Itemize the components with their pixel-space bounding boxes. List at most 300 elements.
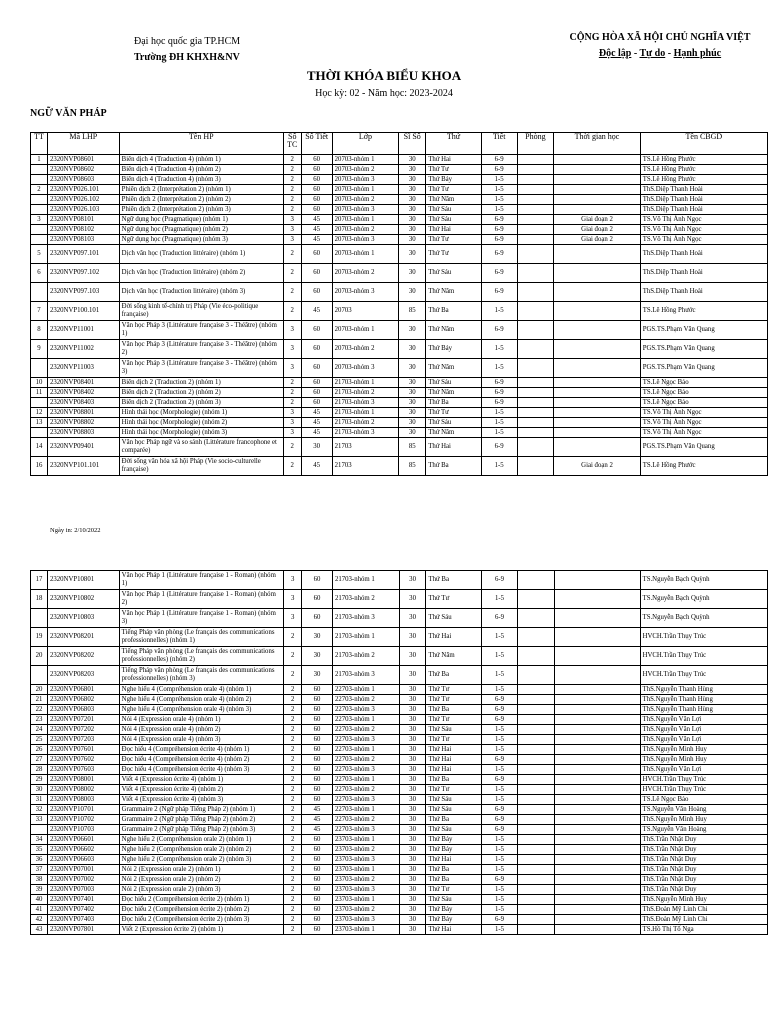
- table-cell: 6-9: [481, 283, 517, 302]
- table-cell: TS.Lê Hồng Phước: [640, 175, 767, 185]
- table-cell: [517, 175, 554, 185]
- table-cell: 30: [399, 245, 426, 264]
- table-cell: [517, 283, 554, 302]
- table-cell: 23703-nhóm 2: [332, 845, 399, 855]
- table-cell: 23703-nhóm 2: [332, 875, 399, 885]
- table-cell: 6-9: [482, 815, 518, 825]
- table-cell: [517, 705, 554, 715]
- table-cell: Nghe hiểu 4 (Compréhension orale 4) (nhóm 1): [119, 685, 284, 695]
- table-row: [31, 755, 768, 765]
- table-cell: 60: [302, 609, 333, 628]
- table-cell: 30: [302, 628, 333, 647]
- table-cell: TS.Nguyễn Văn Hoàng: [640, 825, 767, 835]
- table-cell: TS.Lê Ngọc Bảo: [640, 378, 767, 388]
- table-cell: 6-9: [482, 695, 518, 705]
- table-cell: [517, 225, 554, 235]
- table-cell: 20703-nhóm 1: [332, 245, 399, 264]
- table-cell: [517, 715, 554, 725]
- table-cell: 60: [301, 359, 332, 378]
- table-cell: 22703-nhóm 1: [332, 745, 399, 755]
- table-cell: 30: [399, 705, 426, 715]
- table-cell: 20703-nhóm 2: [332, 225, 399, 235]
- table-cell: Thứ Năm: [426, 428, 482, 438]
- table-cell: Thứ Năm: [426, 647, 482, 666]
- table-cell: 30: [399, 590, 426, 609]
- table-cell: [31, 205, 48, 215]
- table-cell: Thứ Sáu: [426, 205, 482, 215]
- table-cell: 2: [284, 805, 302, 815]
- table-cell: HVCH.Trần Thụy Trúc: [640, 775, 767, 785]
- table-cell: 2320NVP10701: [47, 805, 119, 815]
- table-cell: ThS.Trần Nhật Duy: [640, 845, 767, 855]
- table-cell: [554, 165, 640, 175]
- table-cell: Viết 2 (Expression écrite 2) (nhóm 1): [119, 925, 284, 935]
- table-cell: 2320NVP10703: [47, 825, 119, 835]
- table-cell: [517, 235, 554, 245]
- table-cell: Thứ Bảy: [426, 845, 482, 855]
- table-cell: [554, 340, 640, 359]
- table-cell: 2: [284, 765, 302, 775]
- table-cell: 60: [302, 695, 333, 705]
- table-cell: 2: [31, 185, 48, 195]
- national-header: [555, 30, 765, 62]
- table-cell: 30: [301, 438, 332, 457]
- table-cell: 3: [283, 408, 301, 418]
- column-header: Lớp: [332, 133, 399, 155]
- table-cell: 60: [301, 205, 332, 215]
- table-cell: 2320NVP08002: [47, 785, 119, 795]
- table-cell: 2: [283, 378, 301, 388]
- table-cell: 22703-nhóm 1: [332, 715, 399, 725]
- table-cell: [31, 609, 48, 628]
- table-cell: 3: [283, 225, 301, 235]
- table-cell: ThS.Nguyễn Minh Huy: [640, 815, 767, 825]
- table-cell: 3: [283, 235, 301, 245]
- table-cell: 6-9: [481, 215, 517, 225]
- table-cell: [517, 609, 554, 628]
- table-cell: 30: [399, 825, 426, 835]
- table-cell: [31, 359, 48, 378]
- table-cell: [554, 845, 640, 855]
- table-cell: Hình thái học (Morphologie) (nhóm 2): [119, 418, 283, 428]
- table-cell: [517, 398, 554, 408]
- table-cell: TS.Võ Thị Ánh Ngọc: [640, 418, 767, 428]
- table-cell: TS.Võ Thị Ánh Ngọc: [640, 215, 767, 225]
- table-cell: Tiếng Pháp văn phòng (Le français des communications professionnelles) (nhóm 1): [119, 628, 284, 647]
- table-cell: 45: [301, 408, 332, 418]
- table-cell: 2320NVP08201: [47, 628, 119, 647]
- column-header: Số Tiết: [301, 133, 332, 155]
- table-cell: 1-5: [481, 195, 517, 205]
- table-cell: 27: [31, 755, 48, 765]
- table-cell: 2: [283, 438, 301, 457]
- table-row: [31, 905, 768, 915]
- table-cell: 30: [399, 695, 426, 705]
- table-cell: ThS.Diệp Thanh Hoài: [640, 195, 767, 205]
- table-cell: 22703-nhóm 3: [332, 795, 399, 805]
- table-cell: 23703-nhóm 1: [332, 895, 399, 905]
- table-cell: 2320NVP08003: [47, 795, 119, 805]
- table-cell: TS.Lê Ngọc Bảo: [640, 795, 767, 805]
- table-cell: 23703-nhóm 1: [332, 835, 399, 845]
- table-cell: 1-5: [482, 895, 518, 905]
- table-row: [31, 609, 768, 628]
- table-cell: [31, 195, 48, 205]
- table-row: [31, 457, 768, 476]
- table-cell: 30: [399, 865, 426, 875]
- table-cell: Dịch văn học (Traduction littéraire) (nhóm 2): [119, 264, 283, 283]
- table-cell: 22703-nhóm 2: [332, 725, 399, 735]
- table-cell: 20703-nhóm 3: [332, 235, 399, 245]
- table-cell: [554, 571, 640, 590]
- table-cell: Thứ Hai: [426, 745, 482, 755]
- table-cell: [554, 195, 640, 205]
- table-cell: 1-5: [482, 745, 518, 755]
- table-cell: [554, 647, 640, 666]
- table-cell: Thứ Tư: [426, 408, 482, 418]
- table-row: [31, 225, 768, 235]
- table-cell: 42: [31, 915, 48, 925]
- table-cell: [517, 895, 554, 905]
- table-cell: [517, 245, 554, 264]
- table-cell: 23703-nhóm 1: [332, 865, 399, 875]
- table-cell: [554, 438, 640, 457]
- table-cell: [31, 165, 48, 175]
- table-cell: 30: [399, 666, 426, 685]
- table-cell: Ngữ dụng học (Pragmatique) (nhóm 3): [119, 235, 283, 245]
- table-cell: [517, 378, 554, 388]
- table-cell: 60: [301, 245, 332, 264]
- table-cell: 60: [302, 865, 333, 875]
- table-cell: 2320NVP07601: [47, 745, 119, 755]
- table-cell: 45: [301, 215, 332, 225]
- table-cell: 20703-nhóm 1: [332, 155, 399, 165]
- table-cell: Thứ Hai: [426, 755, 482, 765]
- table-cell: 60: [301, 165, 332, 175]
- table-cell: 60: [302, 571, 333, 590]
- table-cell: 60: [301, 398, 332, 408]
- table-cell: Nói 4 (Expression orale 4) (nhóm 2): [119, 725, 284, 735]
- table-cell: 22703-nhóm 1: [332, 685, 399, 695]
- motto-happiness: Hạnh phúc: [673, 48, 722, 59]
- table-cell: Thứ Hai: [426, 225, 482, 235]
- table-cell: 2: [284, 685, 302, 695]
- table-row: [31, 765, 768, 775]
- table-cell: 2: [284, 855, 302, 865]
- table-cell: ThS.Nguyễn Thanh Hùng: [640, 705, 767, 715]
- table-cell: [517, 302, 554, 321]
- table-cell: Thứ Năm: [426, 388, 482, 398]
- table-cell: 1-5: [482, 785, 518, 795]
- table-cell: 60: [301, 283, 332, 302]
- table-cell: 2320NVP08802: [47, 418, 119, 428]
- table-cell: [517, 647, 554, 666]
- university-name: Đại học quốc gia TP.HCM: [134, 36, 241, 47]
- table-cell: Biên dịch 4 (Traduction 4) (nhóm 3): [119, 175, 283, 185]
- table-cell: 7: [31, 302, 48, 321]
- table-cell: 37: [31, 865, 48, 875]
- table-cell: ThS.Diệp Thanh Hoài: [640, 283, 767, 302]
- table-cell: [517, 785, 554, 795]
- table-cell: 1-5: [481, 340, 517, 359]
- table-cell: [554, 875, 640, 885]
- table-cell: 32: [31, 805, 48, 815]
- table-cell: 2: [283, 388, 301, 398]
- table-cell: [31, 666, 48, 685]
- table-cell: 6-9: [482, 571, 518, 590]
- table-cell: [517, 590, 554, 609]
- table-cell: 20703-nhóm 1: [332, 215, 399, 225]
- table-cell: [554, 428, 640, 438]
- table-cell: 13: [31, 418, 48, 428]
- table-cell: 1-5: [482, 885, 518, 895]
- table-cell: 2: [284, 725, 302, 735]
- table-cell: 2: [284, 628, 302, 647]
- table-cell: [554, 628, 640, 647]
- table-cell: [517, 195, 554, 205]
- table-cell: 1: [31, 155, 48, 165]
- table-cell: 3: [284, 590, 302, 609]
- table-cell: [517, 685, 554, 695]
- table-cell: 30: [399, 795, 426, 805]
- table-cell: 2320NVP100.101: [47, 302, 119, 321]
- table-cell: 21703-nhóm 2: [332, 388, 399, 398]
- table-cell: Viết 4 (Expression écrite 4) (nhóm 3): [119, 795, 284, 805]
- column-header: Tên HP: [119, 133, 283, 155]
- table-cell: 21: [31, 695, 48, 705]
- table-cell: [554, 685, 640, 695]
- table-cell: [554, 264, 640, 283]
- table-cell: TS.Lê Hồng Phước: [640, 457, 767, 476]
- table-cell: 60: [301, 185, 332, 195]
- table-cell: 30: [399, 205, 426, 215]
- table-cell: Thứ Sáu: [426, 825, 482, 835]
- table-cell: [554, 775, 640, 785]
- table-cell: 41: [31, 905, 48, 915]
- table-cell: Hình thái học (Morphologie) (nhóm 1): [119, 408, 283, 418]
- table-cell: ThS.Đoàn Mỹ Linh Chi: [640, 915, 767, 925]
- table-cell: 45: [302, 805, 333, 815]
- table-cell: [554, 418, 640, 428]
- table-cell: 2: [283, 398, 301, 408]
- table-cell: 2320NVP07602: [47, 755, 119, 765]
- table-cell: Thứ Ba: [426, 398, 482, 408]
- table-cell: [517, 165, 554, 175]
- table-row: [31, 175, 768, 185]
- table-cell: 6-9: [481, 398, 517, 408]
- table-cell: 45: [301, 418, 332, 428]
- table-cell: Thứ Ba: [426, 571, 482, 590]
- table-cell: 30: [399, 925, 426, 935]
- table-row: [31, 865, 768, 875]
- table-row: [31, 359, 768, 378]
- table-cell: 2320NVP09401: [47, 438, 119, 457]
- table-cell: 38: [31, 875, 48, 885]
- table-cell: 2: [283, 195, 301, 205]
- table-cell: [517, 885, 554, 895]
- table-cell: 30: [399, 321, 426, 340]
- table-cell: 2320NVP06801: [47, 685, 119, 695]
- table-cell: 6-9: [482, 875, 518, 885]
- table-row: [31, 705, 768, 715]
- table-cell: [31, 428, 48, 438]
- table-cell: Thứ Hai: [426, 925, 482, 935]
- table-row: [31, 340, 768, 359]
- table-cell: Biên dịch 2 (Traduction 2) (nhóm 2): [119, 388, 283, 398]
- table-cell: [554, 245, 640, 264]
- table-cell: 45: [301, 428, 332, 438]
- table-cell: 2: [284, 925, 302, 935]
- table-cell: 2: [283, 245, 301, 264]
- table-cell: Thứ Bảy: [426, 915, 482, 925]
- table-cell: 2: [284, 835, 302, 845]
- table-cell: 6-9: [481, 388, 517, 398]
- table-row: [31, 185, 768, 195]
- table-cell: 1-5: [482, 865, 518, 875]
- table-cell: 30: [399, 815, 426, 825]
- table-cell: 3: [283, 321, 301, 340]
- table-cell: 2320NVP08101: [47, 215, 119, 225]
- motto-independence: Độc lập: [598, 48, 632, 59]
- table-cell: 2320NVP026.103: [47, 205, 119, 215]
- table-cell: 45: [301, 302, 332, 321]
- table-cell: HVCH.Trần Thụy Trúc: [640, 647, 767, 666]
- table-cell: Thứ Tư: [426, 695, 482, 705]
- table-cell: ThS.Diệp Thanh Hoài: [640, 205, 767, 215]
- table-cell: 11: [31, 388, 48, 398]
- table-cell: [554, 175, 640, 185]
- table-cell: 2320NVP097.101: [47, 245, 119, 264]
- table-cell: [554, 895, 640, 905]
- table-row: [31, 875, 768, 885]
- table-cell: 30: [399, 845, 426, 855]
- table-cell: [554, 321, 640, 340]
- table-row: [31, 915, 768, 925]
- table-row: [31, 388, 768, 398]
- table-cell: Biên dịch 4 (Traduction 4) (nhóm 2): [119, 165, 283, 175]
- table-cell: TS.Nguyễn Bạch Quỳnh: [640, 590, 767, 609]
- table-cell: 60: [301, 388, 332, 398]
- table-cell: 60: [301, 264, 332, 283]
- table-cell: 2: [284, 695, 302, 705]
- table-cell: [554, 735, 640, 745]
- table-cell: 20703-nhóm 3: [332, 359, 399, 378]
- table-cell: 30: [399, 805, 426, 815]
- table-row: [31, 628, 768, 647]
- table-cell: 2320NVP08001: [47, 775, 119, 785]
- table-cell: 60: [301, 378, 332, 388]
- table-cell: 2320NVP06601: [47, 835, 119, 845]
- table-cell: 1-5: [482, 647, 518, 666]
- table-cell: ThS.Diệp Thanh Hoài: [640, 245, 767, 264]
- table-cell: 2: [284, 895, 302, 905]
- table-row: [31, 715, 768, 725]
- column-header: Tiết: [481, 133, 517, 155]
- table-cell: 35: [31, 845, 48, 855]
- table-row: [31, 666, 768, 685]
- table-cell: 3: [31, 215, 48, 225]
- column-header: Mã LHP: [47, 133, 119, 155]
- table-row: [31, 685, 768, 695]
- table-row: [31, 165, 768, 175]
- motto-freedom: Tự do: [639, 48, 666, 59]
- table-cell: 2320NVP07603: [47, 765, 119, 775]
- table-cell: [554, 795, 640, 805]
- republic-title: CỘNG HÒA XÃ HỘI CHỦ NGHĨA VIỆT: [569, 32, 751, 43]
- table-cell: 20703-nhóm 3: [332, 175, 399, 185]
- table-row: [31, 855, 768, 865]
- table-row: [31, 438, 768, 457]
- table-cell: 21703-nhóm 3: [332, 666, 399, 685]
- table-cell: 20703-nhóm 2: [332, 195, 399, 205]
- table-cell: Thứ Sáu: [426, 264, 482, 283]
- table-cell: ThS.Diệp Thanh Hoài: [640, 185, 767, 195]
- table-cell: [517, 725, 554, 735]
- table-cell: 2320NVP11002: [47, 340, 119, 359]
- table-cell: 1-5: [482, 845, 518, 855]
- table-cell: [554, 835, 640, 845]
- table-cell: Biên dịch 2 (Traduction 2) (nhóm 3): [119, 398, 283, 408]
- table-cell: 33: [31, 815, 48, 825]
- table-cell: 26: [31, 745, 48, 755]
- table-cell: Văn học Pháp ngữ và so sánh (Littérature francophone et comparée): [119, 438, 283, 457]
- table-cell: 1-5: [482, 925, 518, 935]
- table-cell: Thứ Ba: [426, 815, 482, 825]
- table-cell: 30: [399, 340, 426, 359]
- table-cell: HVCH.Trần Thụy Trúc: [640, 628, 767, 647]
- table-header-row: [31, 133, 768, 155]
- table-cell: 6-9: [481, 264, 517, 283]
- table-cell: 60: [302, 745, 333, 755]
- table-cell: Thứ Sáu: [426, 795, 482, 805]
- table-cell: 30: [399, 359, 426, 378]
- table-cell: [31, 283, 48, 302]
- table-cell: ThS.Nguyễn Văn Lợi: [640, 765, 767, 775]
- table-cell: 1-5: [482, 725, 518, 735]
- table-cell: Tiếng Pháp văn phòng (Le français des communications professionnelles) (nhóm 3): [119, 666, 284, 685]
- table-cell: 6-9: [481, 378, 517, 388]
- table-cell: [517, 755, 554, 765]
- table-cell: 30: [399, 905, 426, 915]
- table-cell: 30: [399, 785, 426, 795]
- table-cell: 60: [302, 705, 333, 715]
- table-cell: [31, 175, 48, 185]
- table-cell: 30: [399, 647, 426, 666]
- table-cell: 6-9: [481, 235, 517, 245]
- table-cell: 85: [399, 438, 426, 457]
- table-cell: 2: [283, 175, 301, 185]
- table-cell: Thứ Tư: [426, 885, 482, 895]
- table-cell: 2320NVP07402: [47, 905, 119, 915]
- table-cell: Thứ Tư: [426, 735, 482, 745]
- table-cell: ThS.Đoàn Mỹ Linh Chi: [640, 905, 767, 915]
- table-cell: 3: [283, 359, 301, 378]
- table-row: [31, 835, 768, 845]
- table-row: [31, 321, 768, 340]
- table-cell: 22703-nhóm 3: [332, 765, 399, 775]
- table-cell: [554, 785, 640, 795]
- table-cell: Giai đoạn 2: [554, 235, 640, 245]
- table-cell: [554, 865, 640, 875]
- table-cell: Đọc hiểu 4 (Compréhension écrite 4) (nhóm 1): [119, 745, 284, 755]
- table-cell: PGS.TS.Phạm Văn Quang: [640, 438, 767, 457]
- table-row: [31, 795, 768, 805]
- table-row: [31, 245, 768, 264]
- table-cell: ThS.Nguyễn Văn Lợi: [640, 735, 767, 745]
- table-row: [31, 745, 768, 755]
- table-cell: [517, 925, 554, 935]
- table-cell: ThS.Diệp Thanh Hoài: [640, 264, 767, 283]
